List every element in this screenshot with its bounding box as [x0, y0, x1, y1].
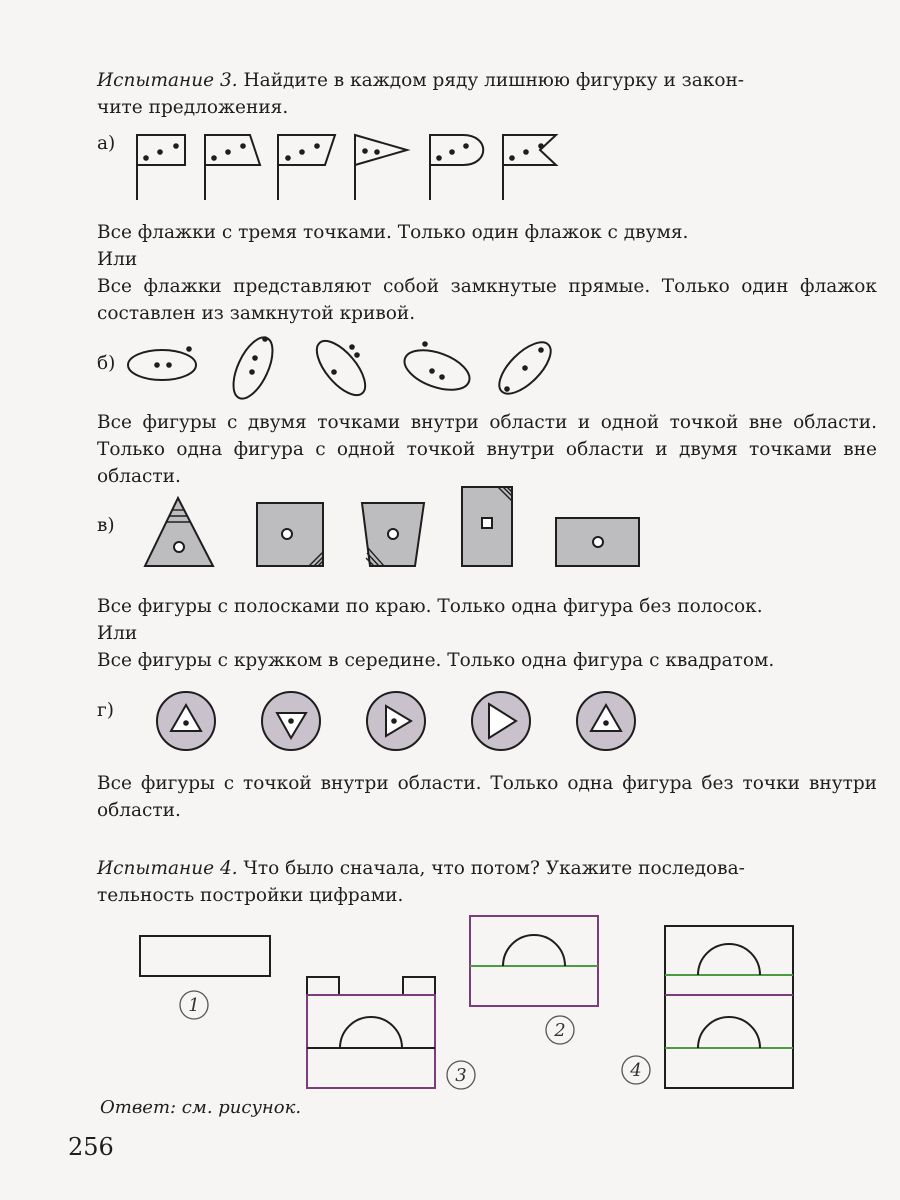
step-3-number: 3 [455, 1065, 467, 1086]
step-2-number: 2 [554, 1020, 566, 1041]
step-4-block [665, 926, 793, 1088]
text-g-1: Все фигуры с точкой внутри области. Только одна фигура без точки внутри области. [97, 773, 877, 821]
text-v-or: Или [97, 623, 138, 644]
text-v-2: Все фигуры с кружком в середине. Только одна фигура с квадратом. [97, 650, 775, 671]
test3-line2: чите предложения. [97, 97, 289, 118]
text-b-1: Все фигуры с двумя точками внутри области и одной точкой вне области. Только одна фигура с одной точкой внутри области и двумя точками вне области. [97, 412, 877, 487]
text-a-or: Или [97, 249, 138, 270]
test4-lead: Испытание 4. [97, 858, 238, 879]
text-a-2: Все флажки представляют собой замкнутые прямые. Только один флажок составлен из замкнутой кривой. [97, 276, 877, 324]
label-v: в) [97, 515, 115, 536]
text-a-1: Все флажки с тремя точками. Только один флажок с двумя. [97, 222, 689, 243]
construction-figure [0, 905, 900, 1095]
test3-lead: Испытание 3. [97, 70, 238, 91]
step-4-number: 4 [630, 1060, 642, 1081]
test4-line2: тельность постройки цифрами. [97, 885, 404, 906]
label-a: а) [97, 133, 116, 154]
flags-row [0, 120, 900, 205]
step-2-block [470, 916, 598, 1006]
test4-line1: Что было сначала, что потом? Укажите последова- [243, 858, 745, 879]
step-1-number: 1 [188, 995, 200, 1016]
label-g: г) [97, 700, 114, 721]
step-3-block [307, 977, 435, 1088]
shapes-row [0, 480, 900, 580]
ellipses-row [0, 335, 900, 405]
answer-text: Ответ: см. рисунок. [100, 1097, 302, 1118]
test3-heading [97, 67, 877, 121]
circles-row [0, 688, 900, 758]
page-number: 256 [68, 1133, 114, 1161]
test4-heading [97, 855, 877, 909]
step-1-block [140, 936, 270, 976]
test3-line1: Найдите в каждом ряду лишнюю фигурку и закон- [243, 70, 745, 91]
text-v-1: Все фигуры с полосками по краю. Только одна фигура без полосок. [97, 596, 763, 617]
label-b: б) [97, 353, 116, 374]
